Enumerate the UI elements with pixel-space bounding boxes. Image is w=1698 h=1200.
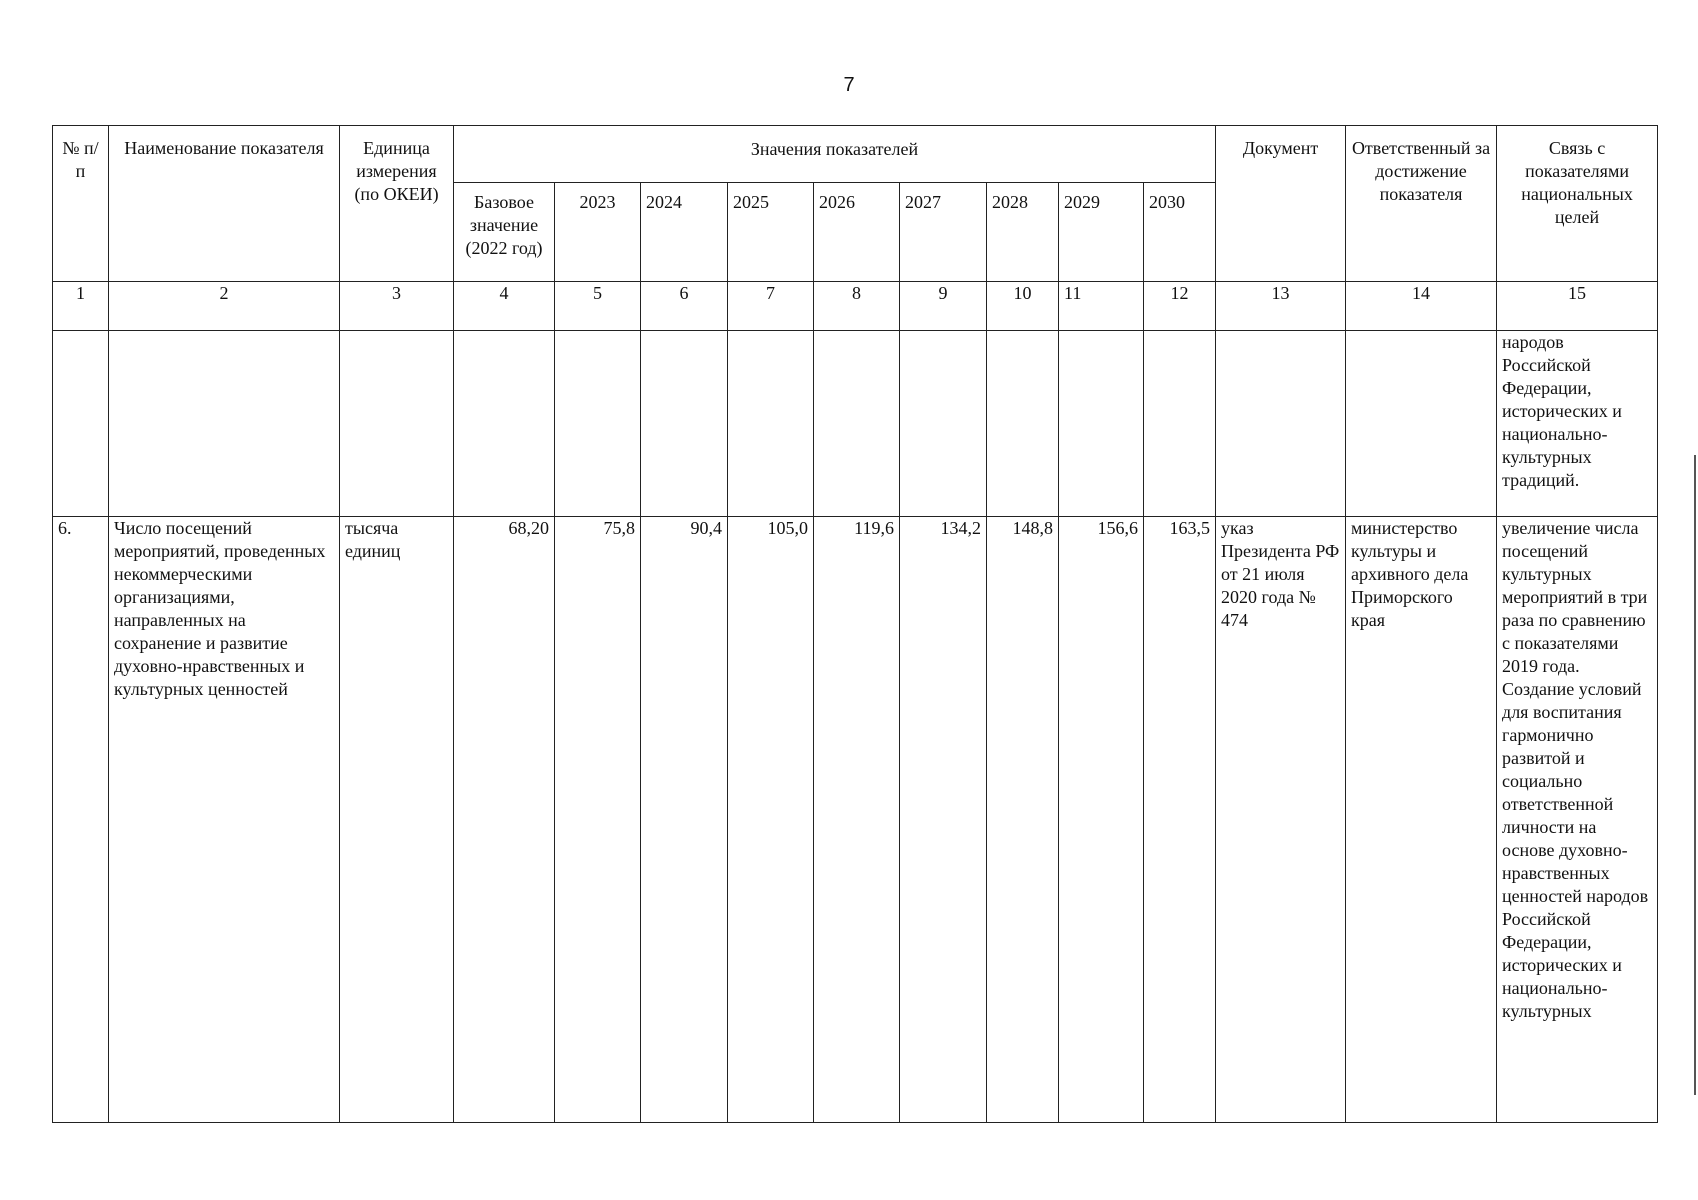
column-number: 14: [1346, 282, 1497, 331]
column-number: 15: [1497, 282, 1658, 331]
header-unit: Единица измерения (по ОКЕИ): [340, 126, 454, 282]
column-number: 4: [454, 282, 555, 331]
row6-value-2024: 90,4: [641, 517, 728, 1123]
column-number-row: [53, 282, 1658, 331]
header-responsible: Ответственный за достижение показателя: [1346, 126, 1497, 282]
row6-base-value: 68,20: [454, 517, 555, 1123]
empty-cell: [814, 331, 900, 517]
column-number: 1: [53, 282, 109, 331]
continuation-row: [53, 331, 1658, 517]
header-year-2030: 2030: [1144, 183, 1216, 282]
row6-value-2030: 163,5: [1144, 517, 1216, 1123]
indicators-table: [52, 125, 1658, 1123]
row6-value-2023: 75,8: [555, 517, 641, 1123]
column-number: 10: [987, 282, 1059, 331]
empty-cell: [1346, 331, 1497, 517]
column-number: 6: [641, 282, 728, 331]
row6-responsible: министерство культуры и архивного дела Приморского края: [1346, 517, 1497, 1123]
row6-value-2025: 105,0: [728, 517, 814, 1123]
column-number: 11: [1059, 282, 1144, 331]
scan-edge-line: [1694, 455, 1696, 1095]
empty-cell: [109, 331, 340, 517]
header-base-value: Базовое значение (2022 год): [454, 183, 555, 282]
empty-cell: [1144, 331, 1216, 517]
header-num: № п/п: [53, 126, 109, 282]
header-values-group: Значения показателей: [454, 126, 1216, 183]
column-number: 12: [1144, 282, 1216, 331]
empty-cell: [555, 331, 641, 517]
empty-cell: [1216, 331, 1346, 517]
column-number: 5: [555, 282, 641, 331]
column-number: 3: [340, 282, 454, 331]
header-row-top: [53, 126, 1658, 183]
row6-document: указ Президента РФ от 21 июля 2020 года № 474: [1216, 517, 1346, 1123]
empty-cell: [641, 331, 728, 517]
row6-value-2029: 156,6: [1059, 517, 1144, 1123]
empty-cell: [987, 331, 1059, 517]
continuation-link-cell: народов Российской Федерации, исторических и национально-культурных традиций.: [1497, 331, 1658, 517]
column-number: 13: [1216, 282, 1346, 331]
header-name: Наименование показателя: [109, 126, 340, 282]
header-link: Связь с показателями национальных целей: [1497, 126, 1658, 282]
row6-value-2026: 119,6: [814, 517, 900, 1123]
header-year-2027: 2027: [900, 183, 987, 282]
row6-link: увеличение числа посещений культурных мероприятий в три раза по сравнению с показателями 2019 года. Создание условий для воспитания гармонично развитой и социально ответственной личности на основе духовно-нравственных ценностей народов Российской Федерации, исторических и национально-культурных: [1497, 517, 1658, 1123]
header-year-2025: 2025: [728, 183, 814, 282]
row6-num: 6.: [53, 517, 109, 1123]
empty-cell: [900, 331, 987, 517]
row6-name: Число посещений мероприятий, проведенных некоммерческими организациями, направленных на сохранение и развитие духовно-нравственных и культурных ценностей: [109, 517, 340, 1123]
header-year-2023: 2023: [555, 183, 641, 282]
header-year-2028: 2028: [987, 183, 1059, 282]
column-number: 7: [728, 282, 814, 331]
header-year-2029: 2029: [1059, 183, 1144, 282]
header-year-2026: 2026: [814, 183, 900, 282]
header-document: Документ: [1216, 126, 1346, 282]
empty-cell: [454, 331, 555, 517]
row6-value-2027: 134,2: [900, 517, 987, 1123]
table-row-6: [53, 517, 1658, 1123]
row6-unit: тысяча единиц: [340, 517, 454, 1123]
column-number: 2: [109, 282, 340, 331]
column-number: 9: [900, 282, 987, 331]
row6-value-2028: 148,8: [987, 517, 1059, 1123]
header-year-2024: 2024: [641, 183, 728, 282]
empty-cell: [1059, 331, 1144, 517]
empty-cell: [340, 331, 454, 517]
empty-cell: [53, 331, 109, 517]
empty-cell: [728, 331, 814, 517]
column-number: 8: [814, 282, 900, 331]
page-number: 7: [843, 74, 855, 96]
